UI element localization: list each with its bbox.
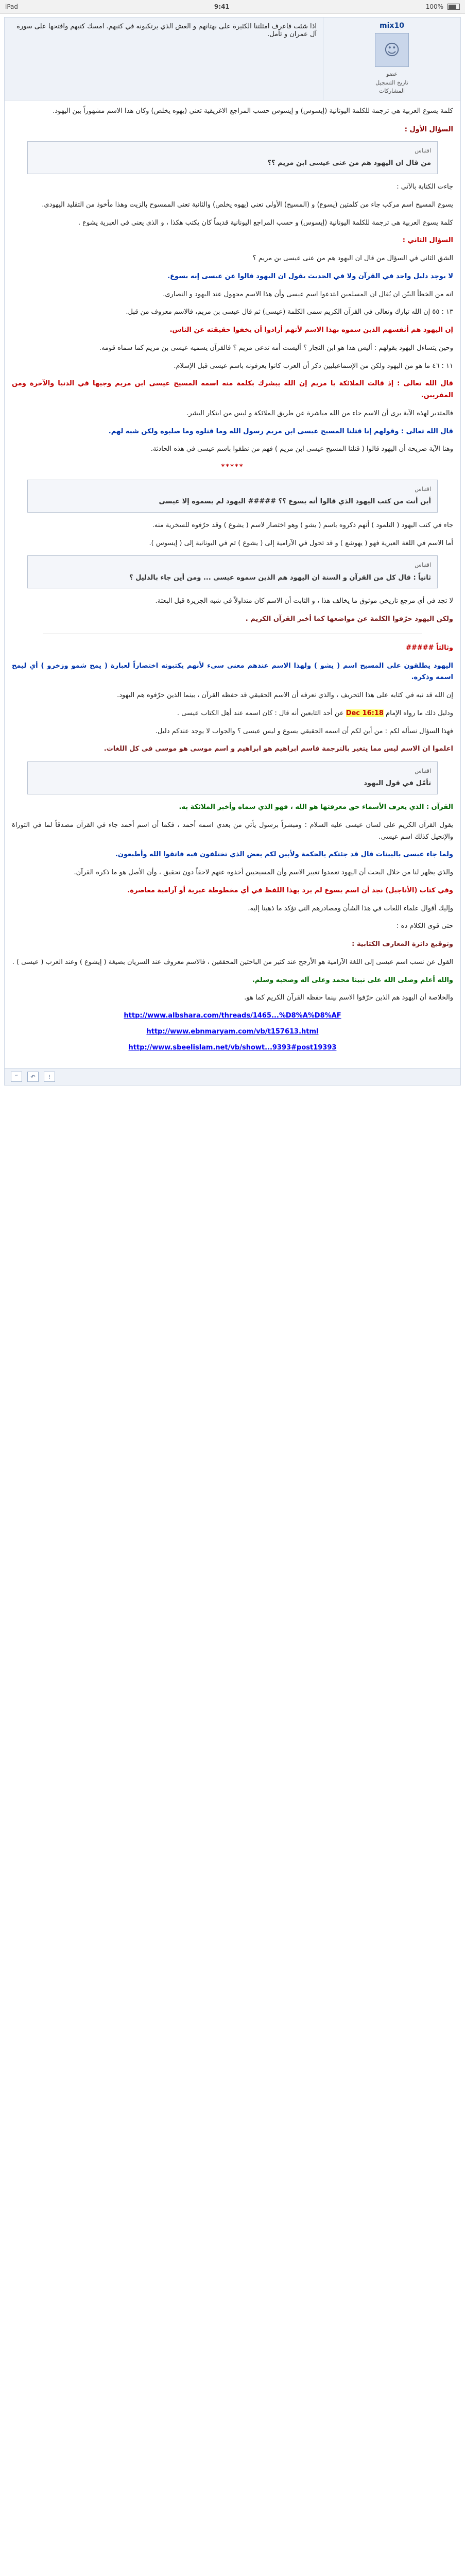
post-paragraph: جاء في كتب اليهود ( التلمود ) أنهم ذكروه باسم ( يشو ) وهو اختصار لاسم ( يشوع ) وقد حرّفوه للسخرية منه. [152, 521, 453, 529]
post-paragraph: حتى قوى الكلام ده : [397, 922, 453, 930]
post-paragraph: كلمة يسوع العربية هي ترجمة للكلمة اليونانية (إيسوس) و حسب المراجع اليونانية قديماً كان يكتب هكذا ، و الذي يعني في العبرية يشوع . [78, 218, 453, 227]
emphasized-paragraph: ولكن اليهود حرّفوا الكلمة عن مواضعها كما أخبر القرآن الكريم . [245, 615, 453, 623]
quote-label: اقتباس [415, 485, 431, 493]
highlighted-reference: Dec 16:18 [346, 709, 384, 717]
post-paragraph: يقول القرآن الكريم على لسان عيسى عليه السلام : ومبشراً برسول يأتي من بعدي اسمه أحمد ، فكما أن اسم أحمد جاء في القرآن مصدقاً لما في التوراة والإنجيل كذلك اسم عيسى. [12, 821, 453, 841]
post-paragraph: والخلاصة أن اليهود هم الذين حرّفوا الاسم بينما حفظه القرآن الكريم كما هو. [244, 994, 453, 1002]
post-paragraph: أما الاسم في اللغة العبرية فهو ( يهوشع ) و قد تحول في الآرامية إلى ( يشوع ) ثم في اليونانية إلى ( إيسوس ). [149, 539, 453, 547]
avatar[interactable]: ☺ [375, 33, 409, 67]
stars-divider: ***** [221, 463, 244, 471]
post-paragraph: إن الله قد نبه في كتابه على هذا التحريف ، والذي نعرفه أن الاسم الحقيقي قد حفظه القرآن ، بينما الذين حرّفوه هم اليهود. [117, 691, 453, 699]
external-link[interactable]: http://www.sbeelislam.net/vb/showt...9393#post19393 [128, 1043, 337, 1052]
post-paragraph: ١١ : ٤٦ ما هو من اليهود ولكن من الإسماعيليين ذكر أن العرب كانوا يعرفونه باسم عيسى قبل الإسلام. [174, 362, 453, 370]
emphasized-paragraph: لا يوجد دليل واحد في القرآن ولا في الحديث يقول ان اليهود قالوا عن عيسى إنه يسوع. [167, 272, 453, 280]
battery-indicator [426, 3, 460, 10]
paragraph-with-highlight [12, 708, 453, 720]
emphasized-paragraph: وفي كتاب (الأناجيل) نجد أن اسم يسوع لم يرد بهذا اللفظ في أي مخطوطة عبرية أو آرامية معاصرة. [127, 886, 453, 894]
emphasized-paragraph: القرآن : الذي يعرف الأسماء حق معرفتها هو الله ، فهو الذي سماه وأخبر الملائكة به. [179, 803, 453, 811]
author-username[interactable]: mix10 [380, 22, 404, 30]
emphasized-paragraph: قال الله تعالى : إذ قالت الملائكة يا مريم إن الله يبشرك بكلمة منه اسمه المسيح عيسى ابن مريم وجيها في الدنيا والآخرة ومن المقربين. [12, 380, 453, 399]
post-paragraph: جاءت الكتابة بالآتي : [397, 183, 453, 191]
external-link[interactable]: http://www.ebnmaryam.com/vb/t157613.html [146, 1027, 319, 1036]
post-intro-text: اذا شئت فاعرف امثلتنا الكثيرة على بهتانهم و الغش الذي يرتكبونه في كتبهم. امسك كتبهم وافتحها على سورة آل عمران و تأمل. [16, 23, 317, 38]
external-link[interactable]: http://www.albshara.com/threads/1465...%D8%A%D8%AF [124, 1012, 341, 1020]
post-paragraph: انه من الخطأ البيّن ان يُقال ان المسلمين ابتدعوا اسم عيسى وأن هذا الاسم مجهول عند اليهود و النصارى. [163, 290, 453, 298]
quote-label: اقتباس [415, 768, 431, 774]
post-paragraph: لا تجد في أي مرجع تاريخي موثوق ما يخالف هذا ، و الثابت أن الاسم كان متداولاً في شبه الجزيرة قبل البعثة. [155, 597, 453, 605]
post-footer [4, 1069, 461, 1086]
quote-label: اقتباس [415, 562, 431, 569]
author-meta-line: عضو [386, 71, 398, 77]
quote-block [27, 141, 438, 174]
post-paragraph: ١٣ : ٥٥ إن الله تبارك وتعالى في القرآن الكريم سمى الكلمة (عيسى) ثم قال عيسى بن مريم، فالاسم معروف من قبل. [126, 308, 453, 316]
emphasized-paragraph: وتوقيع دائرة المعارف الكتابية : [352, 940, 453, 948]
post-paragraph: وحين يتساءل اليهود بقولهم : أليس هذا هو ابن النجار ؟ أليست أمه تدعى مريم ؟ فالقرآن يسميه عيسى بن مريم كما سماه قومه. [99, 344, 453, 352]
author-meta-line: المشاركات [378, 88, 405, 94]
quote-text: ثانياً : قال كل من القرآن و السنة ان اليهود هم الذين سموه عيسى ... ومن أين جاء بالدليل ؟ [129, 573, 431, 582]
carrier-label: iPad [5, 3, 19, 10]
highlighted-heading: السؤال الثاني : [402, 236, 453, 245]
author-meta-line: تاريخ التسجيل [375, 79, 408, 86]
status-bar [0, 0, 465, 14]
quote-block [27, 761, 438, 794]
quote-text: من قال ان اليهود هم من عنى عيسى ابن مريم ؟؟ [267, 159, 431, 167]
reply-icon[interactable]: ↶ [27, 1072, 39, 1082]
battery-percent: 100% [425, 3, 443, 10]
post-paragraph: القول عن نسب اسم عيسى إلى اللغة الآرامية هو الأرجح عند كثير من الباحثين المحققين ، فالاسم معروف عند السريان بصيغة ( إيشوع ) وعند العرب ( عيسى ) . [12, 958, 453, 966]
post-body [4, 100, 461, 1069]
post-paragraph: يسوع المسيح اسم مركب جاء من كلمتين (يسوع) و (المسيح) الأولى تعني (يهوه يخلص) والثانية تعني الممسوح بالزيت وهذا مأخوذ من التقليد اليهودي. [42, 200, 453, 209]
section-heading: السؤال الأول : [404, 126, 453, 134]
post-header [4, 17, 461, 100]
post-paragraph: الشق الثاني في السؤال من قال ان اليهود هم من عنى عيسى بن مريم ؟ [252, 255, 453, 262]
emphasized-paragraph: إن اليهود هم أنفسهم الذين سموه بهذا الاسم لأنهم أرادوا أن يخفوا حقيقته عن الناس. [169, 326, 453, 334]
quote-block [27, 555, 438, 588]
forum-page [0, 0, 465, 1086]
emphasized-paragraph: قال الله تعالى : وقولهم إنا قتلنا المسيح عيسى ابن مريم رسول الله وما قتلوه وما صلبوه ولكن شبه لهم. [108, 427, 453, 435]
quote-text: أين أنت من كتب اليهود الذي قالوا أنه يسوع ؟؟ ##### اليهود لم يسموه إلا عيسى [159, 498, 431, 505]
post-paragraph: وإليك أقوال علماء اللغات في هذا الشأن ومصادرهم التي تؤكد ما ذهبنا إليه. [248, 904, 453, 912]
quote-icon[interactable]: ” [11, 1072, 22, 1082]
text-span: عن أحد التابعين أنه قال : كان اسمه عند أهل الكتاب عيسى . [177, 709, 346, 717]
quote-label: اقتباس [415, 147, 431, 154]
post-paragraph: والذي يظهر لنا من خلال البحث أن اليهود تعمدوا تغيير الاسم وأن المسيحيين أخذوه عنهم لاحقاً دون تحقيق ، وأن الأصل هو ما ذكره القرآن. [74, 869, 453, 876]
emphasized-paragraph: اعلموا ان الاسم ليس مما يتغير بالترجمة فاسم ابراهيم هو ابراهيم و اسم موسى هو موسى في كل اللغات. [104, 745, 453, 753]
emphasized-paragraph: اليهود يطلقون على المسيح اسم ( يشو ) ولهذا الاسم عندهم معنى سيء لأنهم يكتبونه اختصاراً لعبارة ( يمح شمو وزخرو ) أي ليمح اسمه وذكره. [12, 662, 453, 682]
author-box [323, 18, 460, 100]
post-intro [5, 18, 323, 100]
post-paragraph: فهذا السؤال نسأله لكم : من أين لكم أن اسمه الحقيقي يسوع و ليس عيسى ؟ والجواب لا يوجد عندكم دليل. [155, 727, 453, 735]
report-icon[interactable]: ! [44, 1072, 55, 1082]
quote-text: تأمّل في قول اليهود [364, 779, 431, 788]
quote-block [27, 480, 438, 513]
post-paragraph: فالمتدبر لهذه الآية يرى أن الاسم جاء من الله مباشرة عن طريق الملائكة و ليس من ابتكار البشر. [186, 409, 453, 417]
post-paragraph: كلمة يسوع العربية هي ترجمة للكلمة اليونانية (إيسوس) و إيسوس حسب المراجع الاغريقية تعني (يهوه يخلص) وكان هذا الاسم مشهوراً بين اليهود. [53, 107, 453, 115]
battery-icon [447, 4, 460, 10]
post-paragraph: وهنا الآية صريحة أن اليهود قالوا ( قتلنا المسيح عيسى ابن مريم ) فهم من نطقوا باسم عيسى في هذه الحادثة. [150, 445, 453, 453]
clock: 9:41 [214, 3, 230, 10]
emphasized-paragraph: ولما جاء عيسى بالبينات قال قد جئتكم بالحكمة ولأبين لكم بعض الذي تختلفون فيه فاتقوا الله وأطيعون. [115, 851, 453, 859]
text-span: ودليل ذلك ما رواه الإمام [383, 709, 453, 717]
highlighted-heading: وثالثاً ##### [406, 643, 453, 652]
author-meta [375, 70, 408, 96]
emphasized-paragraph: والله أعلم وصلى الله على نبينا محمد وعلى آله وصحبه وسلم. [252, 976, 453, 984]
